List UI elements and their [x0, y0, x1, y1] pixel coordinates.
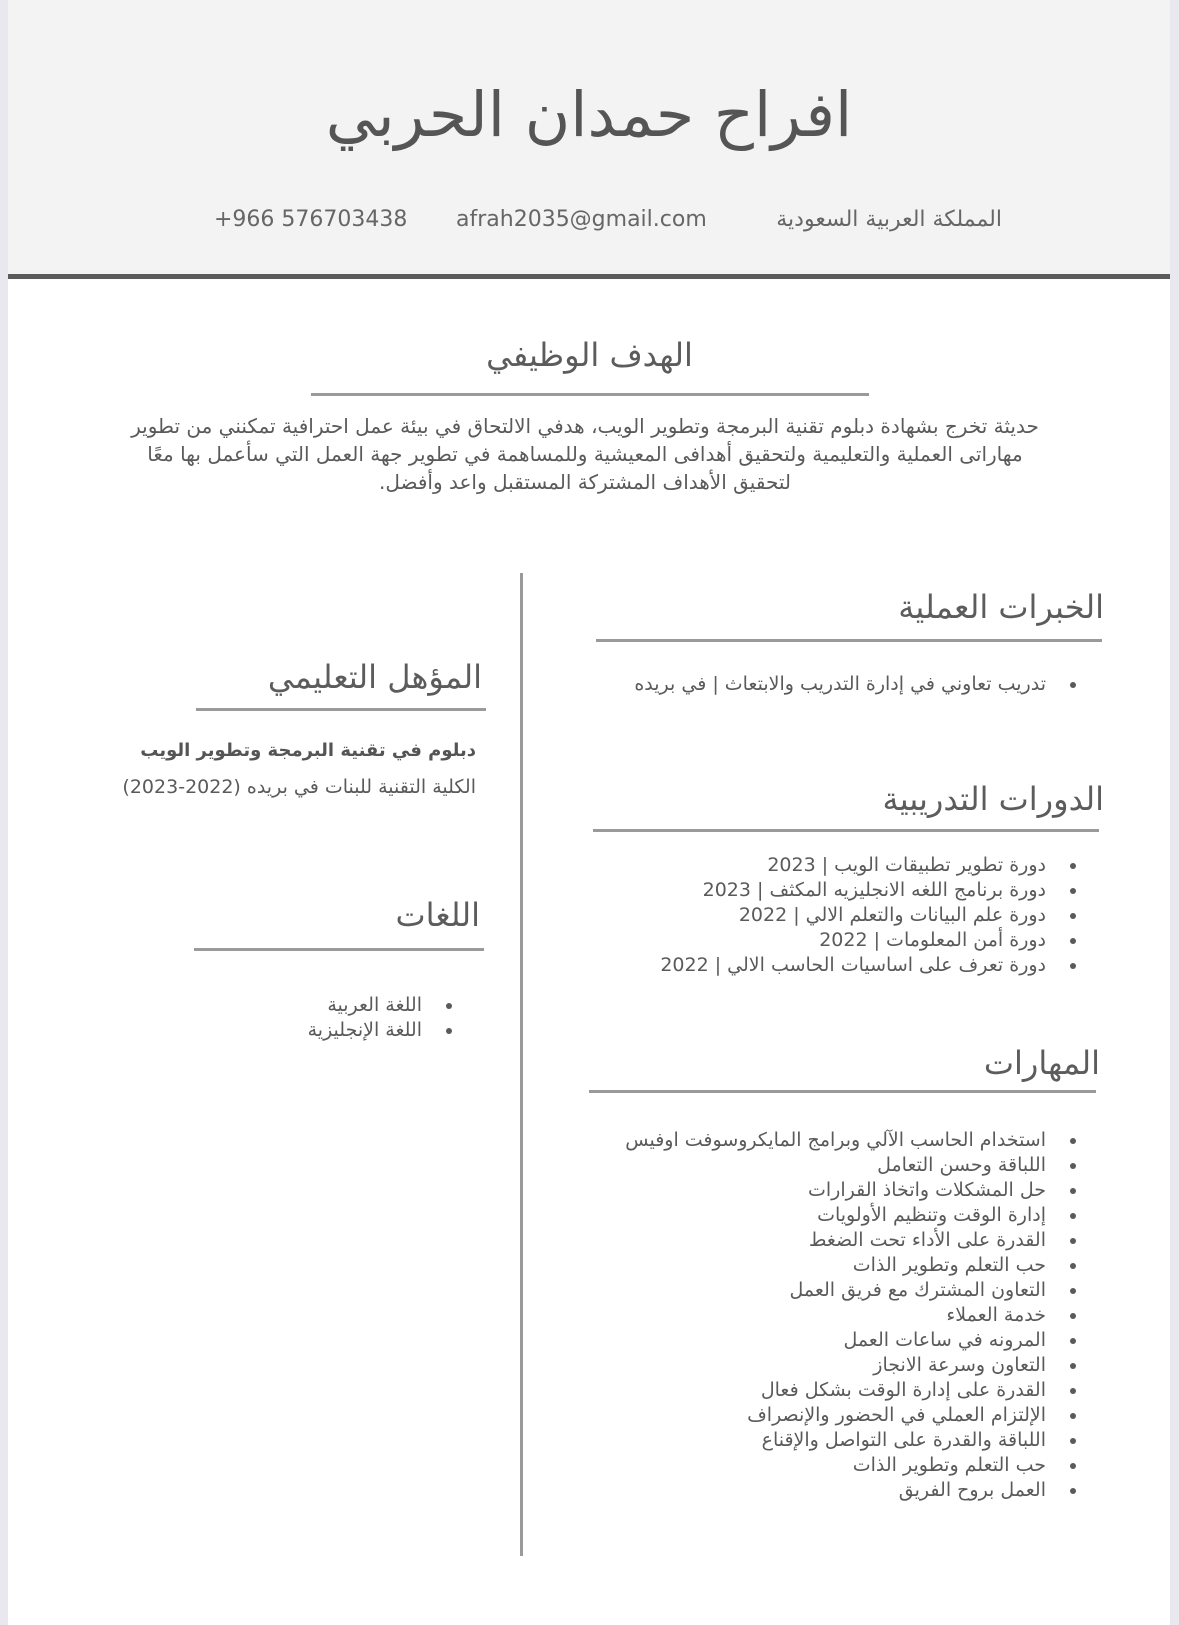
education-title: المؤهل التعليمي — [267, 658, 482, 696]
column-divider — [520, 573, 523, 1556]
objective-title: الهدف الوظيفي — [486, 336, 693, 374]
languages-title: اللغات — [395, 896, 480, 934]
skill-item: • حل المشكلات واتخاذ القرارات — [625, 1178, 1058, 1203]
education-divider — [196, 708, 486, 711]
skill-item: • حب التعلم وتطوير الذات — [625, 1453, 1058, 1478]
contact-phone: +966 576703438 — [214, 207, 408, 232]
skill-item: • المرونه في ساعات العمل — [625, 1328, 1058, 1353]
skill-item: • القدرة على إدارة الوقت بشكل فعال — [625, 1378, 1058, 1403]
experience-divider — [596, 639, 1102, 642]
contact-country: المملكة العربية السعودية — [776, 207, 1002, 232]
experience-list — [634, 672, 1080, 697]
courses-title: الدورات التدريبية — [882, 780, 1104, 818]
language-item: • اللغة العربية — [308, 993, 434, 1018]
courses-divider — [593, 829, 1099, 832]
contact-email: afrah2035@gmail.com — [456, 207, 707, 232]
skills-list — [625, 1128, 1080, 1503]
skills-divider — [589, 1090, 1096, 1093]
languages-list — [308, 993, 456, 1043]
skill-item: • العمل بروح الفريق — [625, 1478, 1058, 1503]
education-school: الكلية التقنية للبنات في بريده (2022-2023) — [122, 776, 476, 798]
skill-item: • استخدام الحاسب الآلي وبرامج المايكروسوفت اوفيس — [625, 1128, 1058, 1153]
skill-item: • إدارة الوقت وتنظيم الأولويات — [625, 1203, 1058, 1228]
skill-item: • التعاون المشترك مع فريق العمل — [625, 1278, 1058, 1303]
skill-item: • خدمة العملاء — [625, 1303, 1058, 1328]
skill-item: • التعاون وسرعة الانجاز — [625, 1353, 1058, 1378]
courses-list — [660, 853, 1080, 978]
skill-item: • اللباقة والقدرة على التواصل والإقناع — [625, 1428, 1058, 1453]
course-item: • دورة تطوير تطبيقات الويب | 2023 — [660, 853, 1058, 878]
objective-text: حديثة تخرج بشهادة دبلوم تقنية البرمجة وتطوير الويب، هدفي الالتحاق في بيئة عمل احترافية تمكنني من تطوير مهاراتى العملية والتعليمية ولتحقيق أهدافى المعيشية وللمساهمة في تطوير جهة العمل التي سأعمل بها معًا لتحقيق الأهداف المشتركة المستقبل واعد وأفضل. — [131, 414, 1039, 494]
course-item: • دورة أمن المعلومات | 2022 — [660, 928, 1058, 953]
resume-page — [8, 0, 1170, 1625]
experience-title: الخبرات العملية — [898, 588, 1104, 626]
language-item: • اللغة الإنجليزية — [308, 1018, 434, 1043]
objective-divider — [311, 393, 869, 396]
education-degree: دبلوم في تقنية البرمجة وتطوير الويب — [140, 740, 476, 761]
course-item: • دورة علم البيانات والتعلم الالي | 2022 — [660, 903, 1058, 928]
course-item: • دورة برنامج اللغه الانجليزيه المكثف | 2023 — [660, 878, 1058, 903]
candidate-name: افراح حمدان الحربي — [325, 78, 853, 151]
languages-divider — [194, 948, 484, 951]
skill-item: • الإلتزام العملي في الحضور والإنصراف — [625, 1403, 1058, 1428]
skills-title: المهارات — [983, 1044, 1100, 1082]
resume-header — [8, 0, 1170, 279]
skill-item: • القدرة على الأداء تحت الضغط — [625, 1228, 1058, 1253]
skill-item: • حب التعلم وتطوير الذات — [625, 1253, 1058, 1278]
experience-item: • تدريب تعاوني في إدارة التدريب والابتعاث | في بريده — [634, 672, 1058, 697]
course-item: • دورة تعرف على اساسيات الحاسب الالي | 2022 — [660, 953, 1058, 978]
skill-item: • اللباقة وحسن التعامل — [625, 1153, 1058, 1178]
